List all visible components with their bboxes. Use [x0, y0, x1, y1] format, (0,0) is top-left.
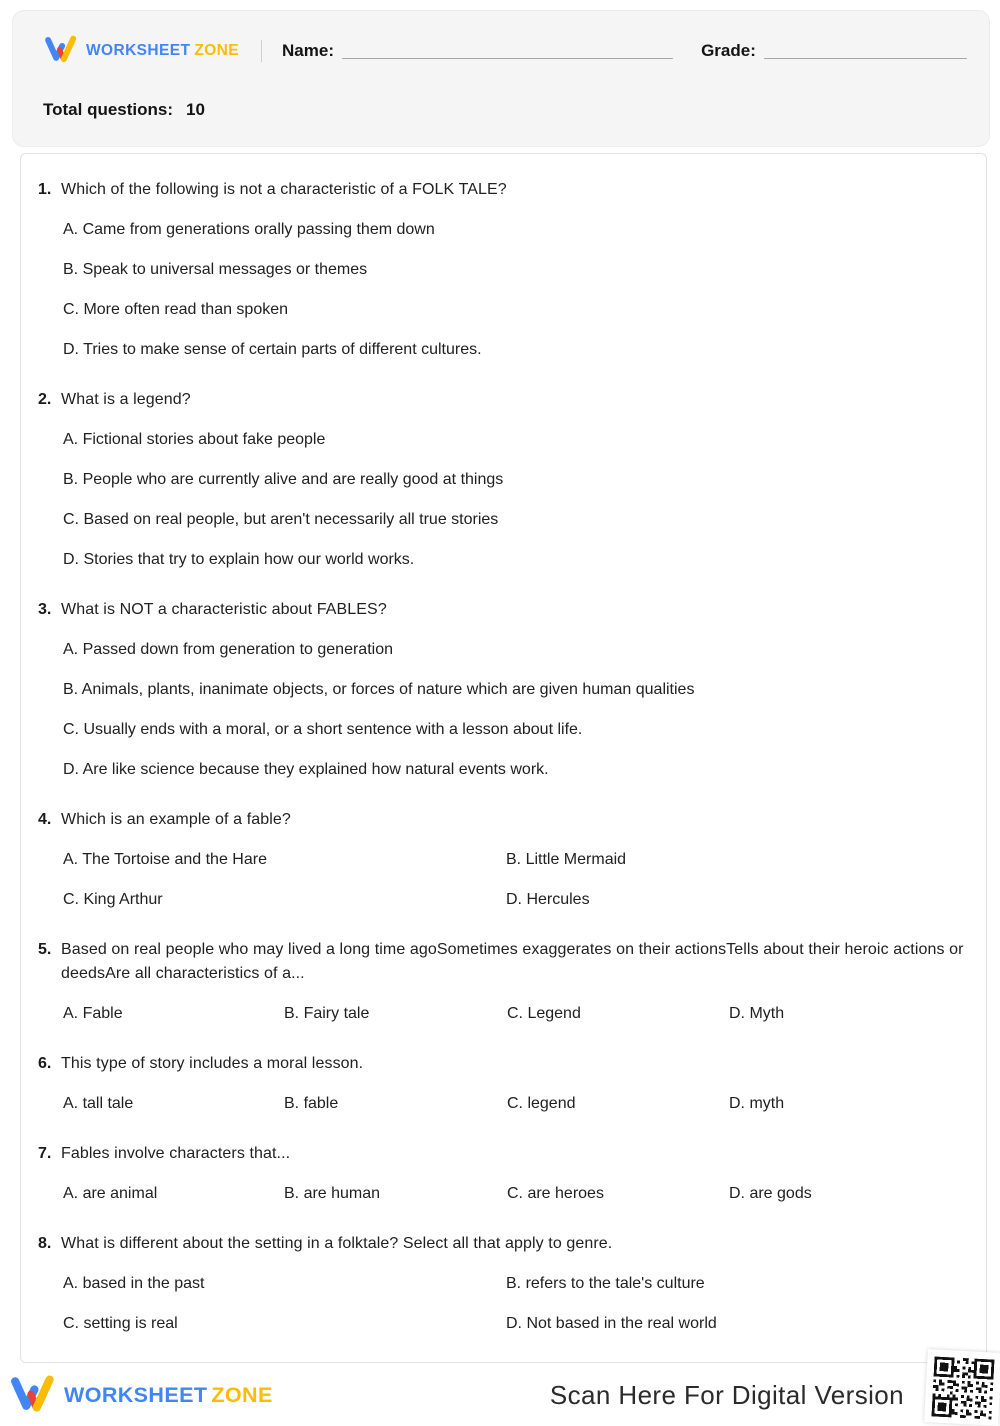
footer-logo-text-worksheet: WORKSHEET [64, 1382, 208, 1407]
answer-option: B. fable [284, 1095, 339, 1112]
answer-option: C. Usually ends with a moral, or a short sentence with a lesson about life. [63, 721, 583, 738]
answer-option: D. myth [729, 1095, 785, 1112]
question-text: Based on real people who may lived a long time agoSometimes exaggerates on their actionsTells about their heroic actions or deedsAre all characteristics of a... [61, 941, 964, 982]
worksheet-zone-logo [43, 33, 239, 69]
question-number: 4. [38, 811, 52, 828]
footer-logo-wordmark [64, 1383, 273, 1408]
answer-option: A. Fable [63, 1005, 123, 1022]
name-label: Name: [282, 41, 334, 60]
question [38, 598, 966, 782]
question [38, 1052, 966, 1116]
answer-option: C. King Arthur [63, 891, 163, 908]
question-options [63, 638, 966, 782]
qr-code [924, 1349, 1000, 1426]
logo-text-worksheet: WORKSHEET [86, 42, 191, 59]
question-text: Which of the following is not a characteristic of a FOLK TALE? [61, 181, 507, 198]
answer-option: C. Based on real people, but aren't necessarily all true stories [63, 511, 499, 528]
answer-option: A. Fictional stories about fake people [63, 431, 326, 448]
answer-option: C. Legend [507, 1005, 581, 1022]
question [38, 1232, 966, 1336]
question-number: 8. [38, 1235, 52, 1252]
worksheet-zone-logo-icon [43, 33, 77, 69]
total-questions-value: 10 [186, 100, 205, 119]
question-number: 5. [38, 941, 52, 958]
question-number: 1. [38, 181, 52, 198]
name-fill-line[interactable] [342, 58, 673, 60]
answer-option: C. are heroes [507, 1185, 604, 1202]
question-head [38, 1052, 966, 1076]
logo-text-zone: ZONE [194, 42, 240, 59]
header-row [43, 19, 967, 83]
answer-option: A. are animal [63, 1185, 158, 1202]
question-number: 3. [38, 601, 52, 618]
answer-option: C. More often read than spoken [63, 301, 289, 318]
question-text: What is different about the setting in a folktale? Select all that apply to genre. [61, 1235, 613, 1252]
question [38, 388, 966, 572]
total-questions-row [43, 100, 967, 120]
answer-option: A. Passed down from generation to generation [63, 641, 393, 658]
question-head [38, 388, 966, 412]
footer [8, 1372, 1000, 1418]
answer-option: B. Fairy tale [284, 1005, 370, 1022]
question-number: 2. [38, 391, 52, 408]
answer-option: B. People who are currently alive and are really good at things [63, 471, 504, 488]
footer-logo-text-zone: ZONE [211, 1382, 273, 1407]
header-card [12, 10, 990, 147]
grade-label: Grade: [701, 41, 756, 60]
scan-here-text: Scan Here For Digital Version [549, 1379, 904, 1410]
answer-option: A. based in the past [63, 1275, 205, 1292]
question-options [63, 428, 966, 572]
question-text: This type of story includes a moral lesson. [61, 1055, 364, 1072]
total-questions-label: Total questions: [43, 100, 174, 119]
answer-option: A. The Tortoise and the Hare [63, 851, 267, 868]
question-text: Fables involve characters that... [61, 1145, 291, 1162]
answer-option: D. are gods [729, 1185, 812, 1202]
answer-option: B. Little Mermaid [506, 851, 627, 868]
question-text: What is a legend? [61, 391, 191, 408]
grade-fill-line[interactable] [764, 58, 967, 60]
question [38, 1142, 966, 1206]
question [38, 178, 966, 362]
answer-option: D. Stories that try to explain how our world works. [63, 551, 415, 568]
answer-option: B. Speak to universal messages or themes [63, 261, 368, 278]
question-head [38, 598, 966, 622]
answer-option: D. Are like science because they explained how natural events work. [63, 761, 549, 778]
answer-option: A. Came from generations orally passing them down [63, 221, 435, 238]
answer-option: D. Not based in the real world [506, 1315, 717, 1332]
question-options [63, 1272, 966, 1336]
header-divider [261, 40, 262, 62]
answer-option: C. setting is real [63, 1315, 178, 1332]
answer-option: D. Tries to make sense of certain parts of different cultures. [63, 341, 482, 358]
question-options [63, 218, 966, 362]
question [38, 938, 966, 1026]
question-head [38, 938, 966, 986]
answer-option: B. are human [284, 1185, 381, 1202]
answer-option: A. tall tale [63, 1095, 134, 1112]
footer-logo-icon [8, 1372, 55, 1419]
question-number: 7. [38, 1145, 52, 1162]
question-head [38, 178, 966, 202]
question-number: 6. [38, 1055, 52, 1072]
question-head [38, 808, 966, 832]
question-text: What is NOT a characteristic about FABLES? [61, 601, 387, 618]
question-options [63, 1182, 966, 1206]
question-head [38, 1232, 966, 1256]
logo-wordmark [86, 42, 239, 60]
question-head [38, 1142, 966, 1166]
answer-option: B. Animals, plants, inanimate objects, or forces of nature which are given human qualities [63, 681, 695, 698]
answer-option: C. legend [507, 1095, 576, 1112]
answer-option: B. refers to the tale's culture [506, 1275, 705, 1292]
answer-option: D. Myth [729, 1005, 785, 1022]
question-options [63, 848, 966, 912]
question-options [63, 1092, 966, 1116]
questions-container [20, 153, 987, 1363]
question-options [63, 1002, 966, 1026]
footer-worksheet-zone-logo [8, 1372, 273, 1419]
question-text: Which is an example of a fable? [61, 811, 291, 828]
question [38, 808, 966, 912]
answer-option: D. Hercules [506, 891, 590, 908]
